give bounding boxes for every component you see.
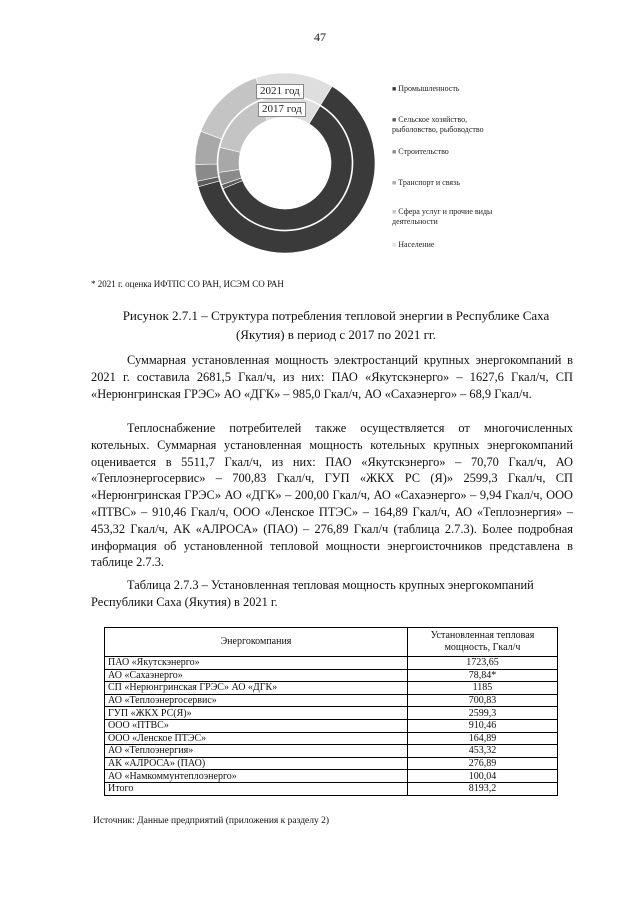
year-label-2017: 2017 год (258, 102, 306, 117)
legend-label: Сельское хозяйство, рыболовство, рыбоводство (392, 115, 484, 134)
capacity-cell: 1185 (408, 682, 558, 695)
legend-swatch-icon: ■ (392, 241, 397, 249)
table-row (105, 745, 558, 758)
legend-item-transport (392, 178, 502, 188)
year-label-2021: 2021 год (256, 84, 304, 99)
header-capacity: Установленная тепловая мощность, Гкал/ч (408, 628, 558, 657)
legend-item-industry (392, 84, 502, 94)
legend-label: Транспорт и связь (398, 178, 460, 187)
table-row (105, 732, 558, 745)
legend-item-construction (392, 147, 502, 157)
capacity-cell: 453,32 (408, 745, 558, 758)
legend-item-agriculture (392, 115, 502, 135)
capacity-cell: 164,89 (408, 732, 558, 745)
table-total-row (105, 782, 558, 795)
figure-caption: Рисунок 2.7.1 – Структура потребления тепловой энергии в Республике Саха (Якутия) в период с 2017 по 2021 гг. (122, 308, 550, 342)
table-source: Источник: Данные предприятий (приложения к разделу 2) (93, 816, 330, 826)
legend-swatch-icon: ■ (392, 208, 397, 216)
legend-label: Строительство (398, 147, 449, 156)
company-cell: ГУП «ЖКХ РС(Я)» (105, 707, 408, 720)
legend-swatch-icon: ■ (392, 179, 397, 187)
legend-swatch-icon: ■ (392, 148, 397, 156)
figure-footnote: * 2021 г. оценка ИФТПС СО РАН, ИСЭМ СО РАН (91, 279, 284, 289)
paragraph-boiler-capacity: Теплоснабжение потребителей также осуществляется от многочисленных котельных. Суммарная установленная мощность котельных крупных энергокомпаний оценивается в 5511,7 Гкал/ч, из них: ПАО «Якутскэнерго» – 70,70 Гкал/ч, АО «Теплоэнергосервис» – 700,83 Гкал/ч, ГУП «ЖКХ РС (Я)» 2599,3 Гкал/ч, СП «Нерюнгринская ГРЭС» АО «ДГК» – 200,00 Гкал/ч, АО «Сахаэнерго» – 9,94 Гкал/ч, ООО «ПТВС» – 910,46 Гкал/ч, ООО «Ленское ПТЭС» – 164,89 Гкал/ч, АО «Теплоэнергия» – 453,32 Гкал/ч, АК «АЛРОСА» (ПАО) – 276,89 Гкал/ч (таблица 2.7.3). Более подробная информация об установленной тепловой мощности энергоисточников представлена в таблице 2.7.3. (91, 421, 573, 570)
company-cell: СП «Нерюнгринская ГРЭС» АО «ДГК» (105, 682, 408, 695)
table-row (105, 757, 558, 770)
company-cell: АО «Сахаэнерго» (105, 669, 408, 682)
table-header-row (105, 628, 558, 657)
legend-swatch-icon: ■ (392, 116, 397, 124)
company-cell: ООО «ПТВС» (105, 719, 408, 732)
capacity-cell: 8193,2 (408, 782, 558, 795)
table-row (105, 682, 558, 695)
capacity-cell: 78,84* (408, 669, 558, 682)
legend-item-services (392, 207, 502, 227)
table-row (105, 657, 558, 670)
legend-item-population (392, 240, 502, 250)
legend-label: Население (398, 240, 435, 249)
company-cell: АО «Теплоэнергия» (105, 745, 408, 758)
capacity-cell: 910,46 (408, 719, 558, 732)
company-cell: Итого (105, 782, 408, 795)
legend-swatch-icon: ■ (392, 85, 397, 93)
table-row (105, 669, 558, 682)
capacity-cell: 100,04 (408, 770, 558, 783)
capacity-table (104, 627, 558, 796)
company-cell: АО «Намкоммунтеплоэнерго» (105, 770, 408, 783)
table-title: Таблица 2.7.3 – Установленная тепловая мощность крупных энергокомпаний Республики Саха (Якутия) в 2021 г. (91, 578, 534, 609)
legend-label: Сфера услуг и прочие виды деятельности (392, 207, 493, 226)
table-row (105, 770, 558, 783)
capacity-cell: 276,89 (408, 757, 558, 770)
header-company: Энергокомпания (105, 628, 408, 657)
capacity-cell: 2599,3 (408, 707, 558, 720)
table-row (105, 707, 558, 720)
company-cell: ООО «Ленское ПТЭС» (105, 732, 408, 745)
company-cell: АК «АЛРОСА» (ПАО) (105, 757, 408, 770)
capacity-cell: 1723,65 (408, 657, 558, 670)
table-row (105, 694, 558, 707)
legend-label: Промышленность (398, 84, 460, 93)
page-number: 47 (314, 30, 326, 44)
capacity-cell: 700,83 (408, 694, 558, 707)
company-cell: ПАО «Якутскэнерго» (105, 657, 408, 670)
paragraph-power-capacity: Суммарная установленная мощность электростанций крупных энергокомпаний в 2021 г. составила 2681,5 Гкал/ч, из них: ПАО «Якутскэнерго» – 1627,6 Гкал/ч, СП «Нерюнгринская ГРЭС» АО «ДГК» – 985,0 Гкал/ч, АО «Сахаэнерго» – 68,9 Гкал/ч. (91, 353, 573, 401)
table-row (105, 719, 558, 732)
company-cell: АО «Теплоэнергосервис» (105, 694, 408, 707)
